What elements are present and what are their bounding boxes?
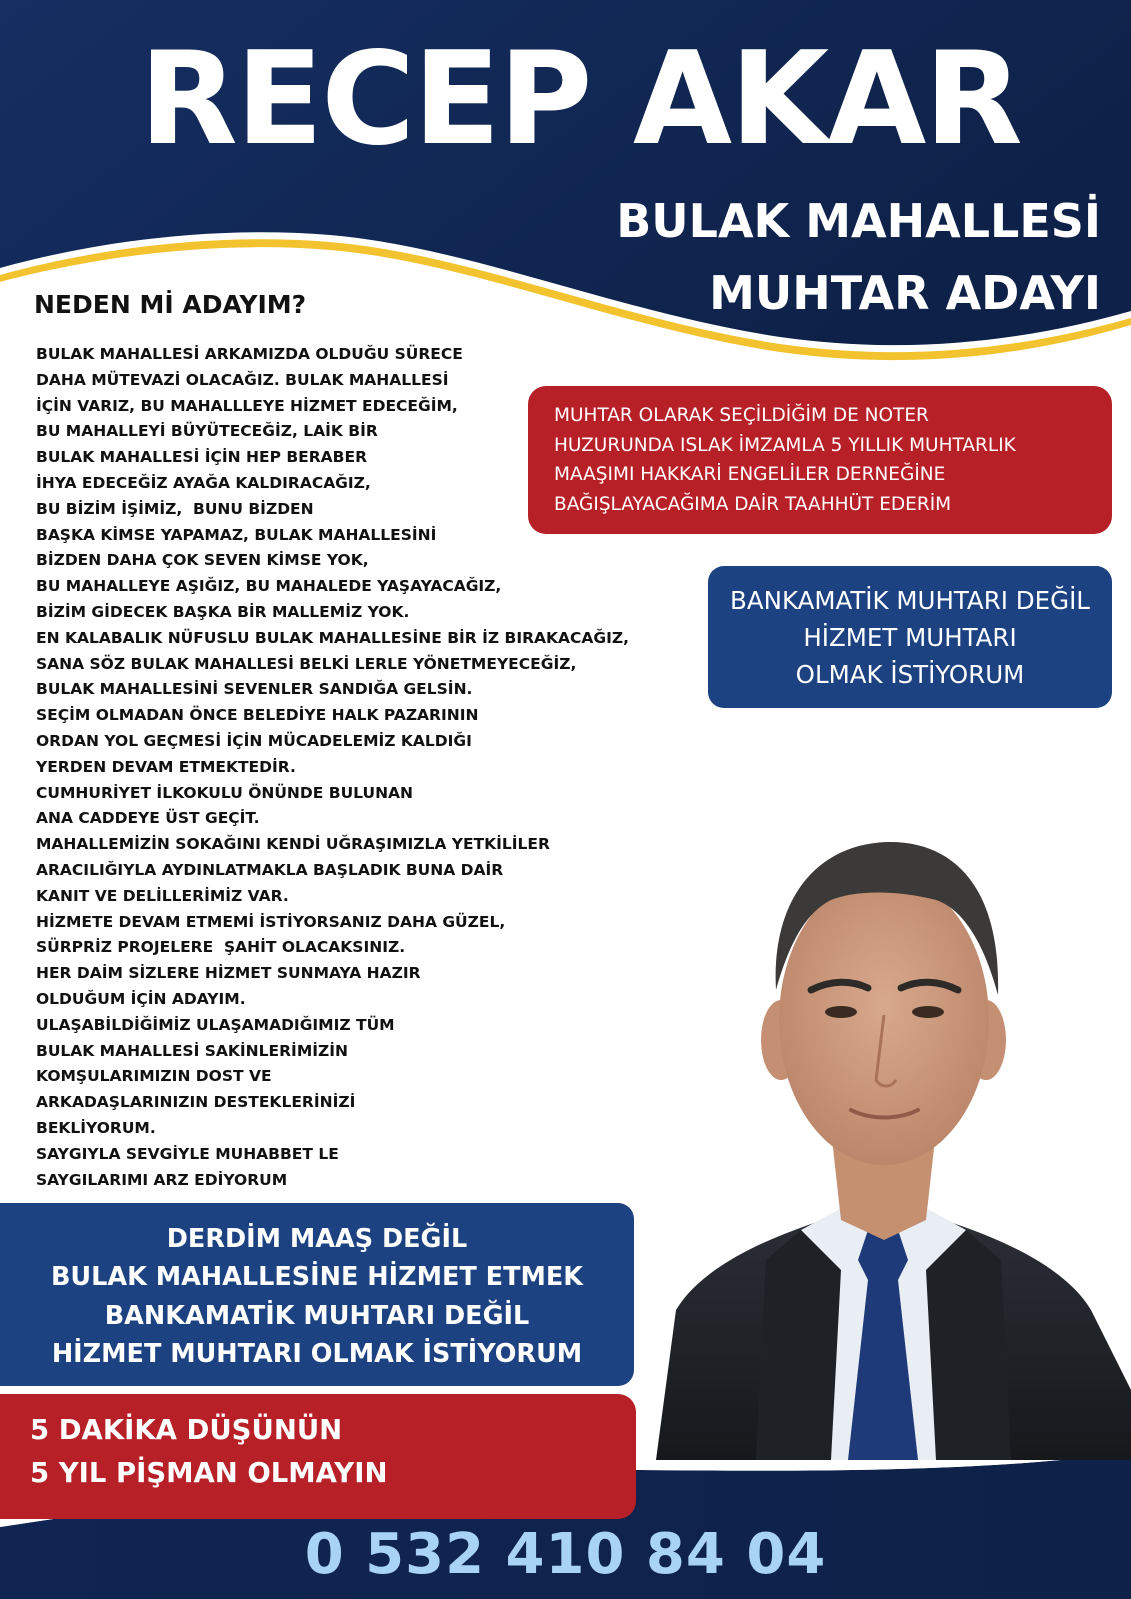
slogan-box — [0, 1203, 634, 1386]
body-line: CUMHURİYET İLKOKULU ÖNÜNDE BULUNAN — [36, 783, 414, 802]
right-lapel — [926, 1230, 1011, 1460]
body-line: BULAK MAHALLESİ ARKAMIZDA OLDUĞU SÜRECE — [36, 345, 463, 363]
body-line: HİZMETE DEVAM ETMEMİ İSTİYORSANIZ DAHA GÜZEL, — [36, 912, 506, 931]
pledge-line: BAĞIŞLAYACAĞIMA DAİR TAAHHÜT EDERİM — [554, 493, 952, 515]
phone-number: 0 532 410 84 04 — [304, 1522, 827, 1587]
body-line: BULAK MAHALLESİ İÇİN HEP BERABER — [36, 448, 368, 467]
body-line: İÇİN VARIZ, BU MAHALLLEYE HİZMET EDECEĞİM, — [36, 396, 458, 415]
think-warning-box — [0, 1394, 636, 1519]
body-line: OLDUĞUM İÇİN ADAYIM. — [36, 989, 246, 1008]
body-line: YERDEN DEVAM ETMEKTEDİR. — [36, 757, 296, 776]
body-line: SANA SÖZ BULAK MAHALLESİ BELKİ LERLE YÖNETMEYECEĞİZ, — [36, 654, 577, 673]
body-line: ARACILIĞIYLA AYDINLATMAKLA BAŞLADIK BUNA DAİR — [36, 860, 504, 879]
service-line: BANKAMATİK MUHTARI DEĞİL — [730, 585, 1090, 615]
body-line: EN KALABALIK NÜFUSLU BULAK MAHALLESİNE BİR İZ BIRAKACAĞIZ, — [36, 628, 630, 647]
body-line: BULAK MAHALLESİ SAKİNLERİMİZİN — [36, 1041, 348, 1060]
warning-line: 5 DAKİKA DÜŞÜNÜN — [30, 1413, 343, 1446]
body-line: SEÇİM OLMADAN ÖNCE BELEDİYE HALK PAZARININ — [36, 706, 479, 725]
body-line: DAHA MÜTEVAZİ OLACAĞIZ. BULAK MAHALLESİ — [36, 370, 449, 389]
pledge-line: MAAŞIMI HAKKARİ ENGELİLER DERNEĞİNE — [554, 464, 946, 485]
slogan-line: HİZMET MUHTARI OLMAK İSTİYORUM — [51, 1339, 583, 1369]
body-line: MAHALLEMİZİN SOKAĞINI KENDİ UĞRAŞIMIZLA YETKİLİLER — [36, 835, 550, 854]
body-line: ANA CADDEYE ÜST GEÇİT. — [36, 809, 260, 828]
body-line: İHYA EDECEĞİZ AYAĞA KALDIRACAĞIZ, — [36, 473, 371, 492]
pledge-line: MUHTAR OLARAK SEÇİLDİĞİM DE NOTER — [554, 405, 929, 426]
service-line: HİZMET MUHTARI — [803, 622, 1017, 652]
body-line: BAŞKA KİMSE YAPAMAZ, BULAK MAHALLESİNİ — [36, 525, 437, 544]
why-heading: NEDEN Mİ ADAYIM? — [34, 290, 307, 319]
body-line: BU MAHALLEYİ BÜYÜTECEĞİZ, LAİK BİR — [36, 422, 378, 441]
body-line: BİZDEN DAHA ÇOK SEVEN KİMSE YOK, — [36, 551, 369, 570]
service-muhtar-box — [708, 566, 1112, 708]
body-line: KOMŞULARIMIZIN DOST VE — [36, 1067, 272, 1086]
body-line: BU BİZİM İŞİMİZ, BUNU BİZDEN — [36, 499, 314, 518]
slogan-line: BULAK MAHALLESİNE HİZMET ETMEK — [50, 1262, 584, 1292]
service-line: OLMAK İSTİYORUM — [795, 659, 1025, 689]
body-line: SAYGIYLA SEVGİYLE MUHABBET LE — [36, 1144, 339, 1163]
body-line: HER DAİM SİZLERE HİZMET SUNMAYA HAZIR — [36, 964, 421, 983]
pledge-line: HUZURUNDA ISLAK İMZAMLA 5 YILLIK MUHTARLIK — [554, 434, 1016, 456]
body-line: KANIT VE DELİLLERİMİZ VAR. — [36, 886, 289, 905]
left-eye — [825, 1006, 857, 1018]
salary-pledge-box — [528, 386, 1112, 534]
body-line: SÜRPRİZ PROJELERE ŞAHİT OLACAKSINIZ. — [36, 938, 406, 957]
warning-line: 5 YIL PİŞMAN OLMAYIN — [30, 1456, 388, 1489]
right-eye — [912, 1006, 944, 1018]
candidacy-title: MUHTAR ADAYI — [709, 266, 1101, 320]
slogan-line: BANKAMATİK MUHTARI DEĞİL — [104, 1300, 530, 1331]
body-line: ULAŞABİLDİĞİMİZ ULAŞAMADIĞIMIZ TÜM — [36, 1015, 395, 1034]
body-line: SAYGILARIMI ARZ EDİYORUM — [36, 1170, 288, 1189]
body-line: ARKADAŞLARINIZIN DESTEKLERİNİZİ — [36, 1093, 356, 1112]
body-line: ORDAN YOL GEÇMESİ İÇİN MÜCADELEMİZ KALDIĞI — [36, 731, 472, 750]
neighborhood-title: BULAK MAHALLESİ — [616, 194, 1101, 248]
body-line: BU MAHALLEYE AŞIĞIZ, BU MAHALEDE YAŞAYACAĞIZ, — [36, 577, 502, 596]
body-line: BEKLİYORUM. — [36, 1118, 156, 1137]
candidate-name: RECEP AKAR — [139, 25, 1021, 174]
body-line: BİZİM GİDECEK BAŞKA BİR MALLEMİZ YOK. — [36, 602, 410, 621]
candidate-portrait — [636, 790, 1131, 1460]
slogan-line: DERDİM MAAŞ DEĞİL — [166, 1223, 468, 1254]
left-lapel — [756, 1230, 841, 1460]
body-line: BULAK MAHALLESİNİ SEVENLER SANDIĞA GELSİN. — [36, 680, 473, 699]
